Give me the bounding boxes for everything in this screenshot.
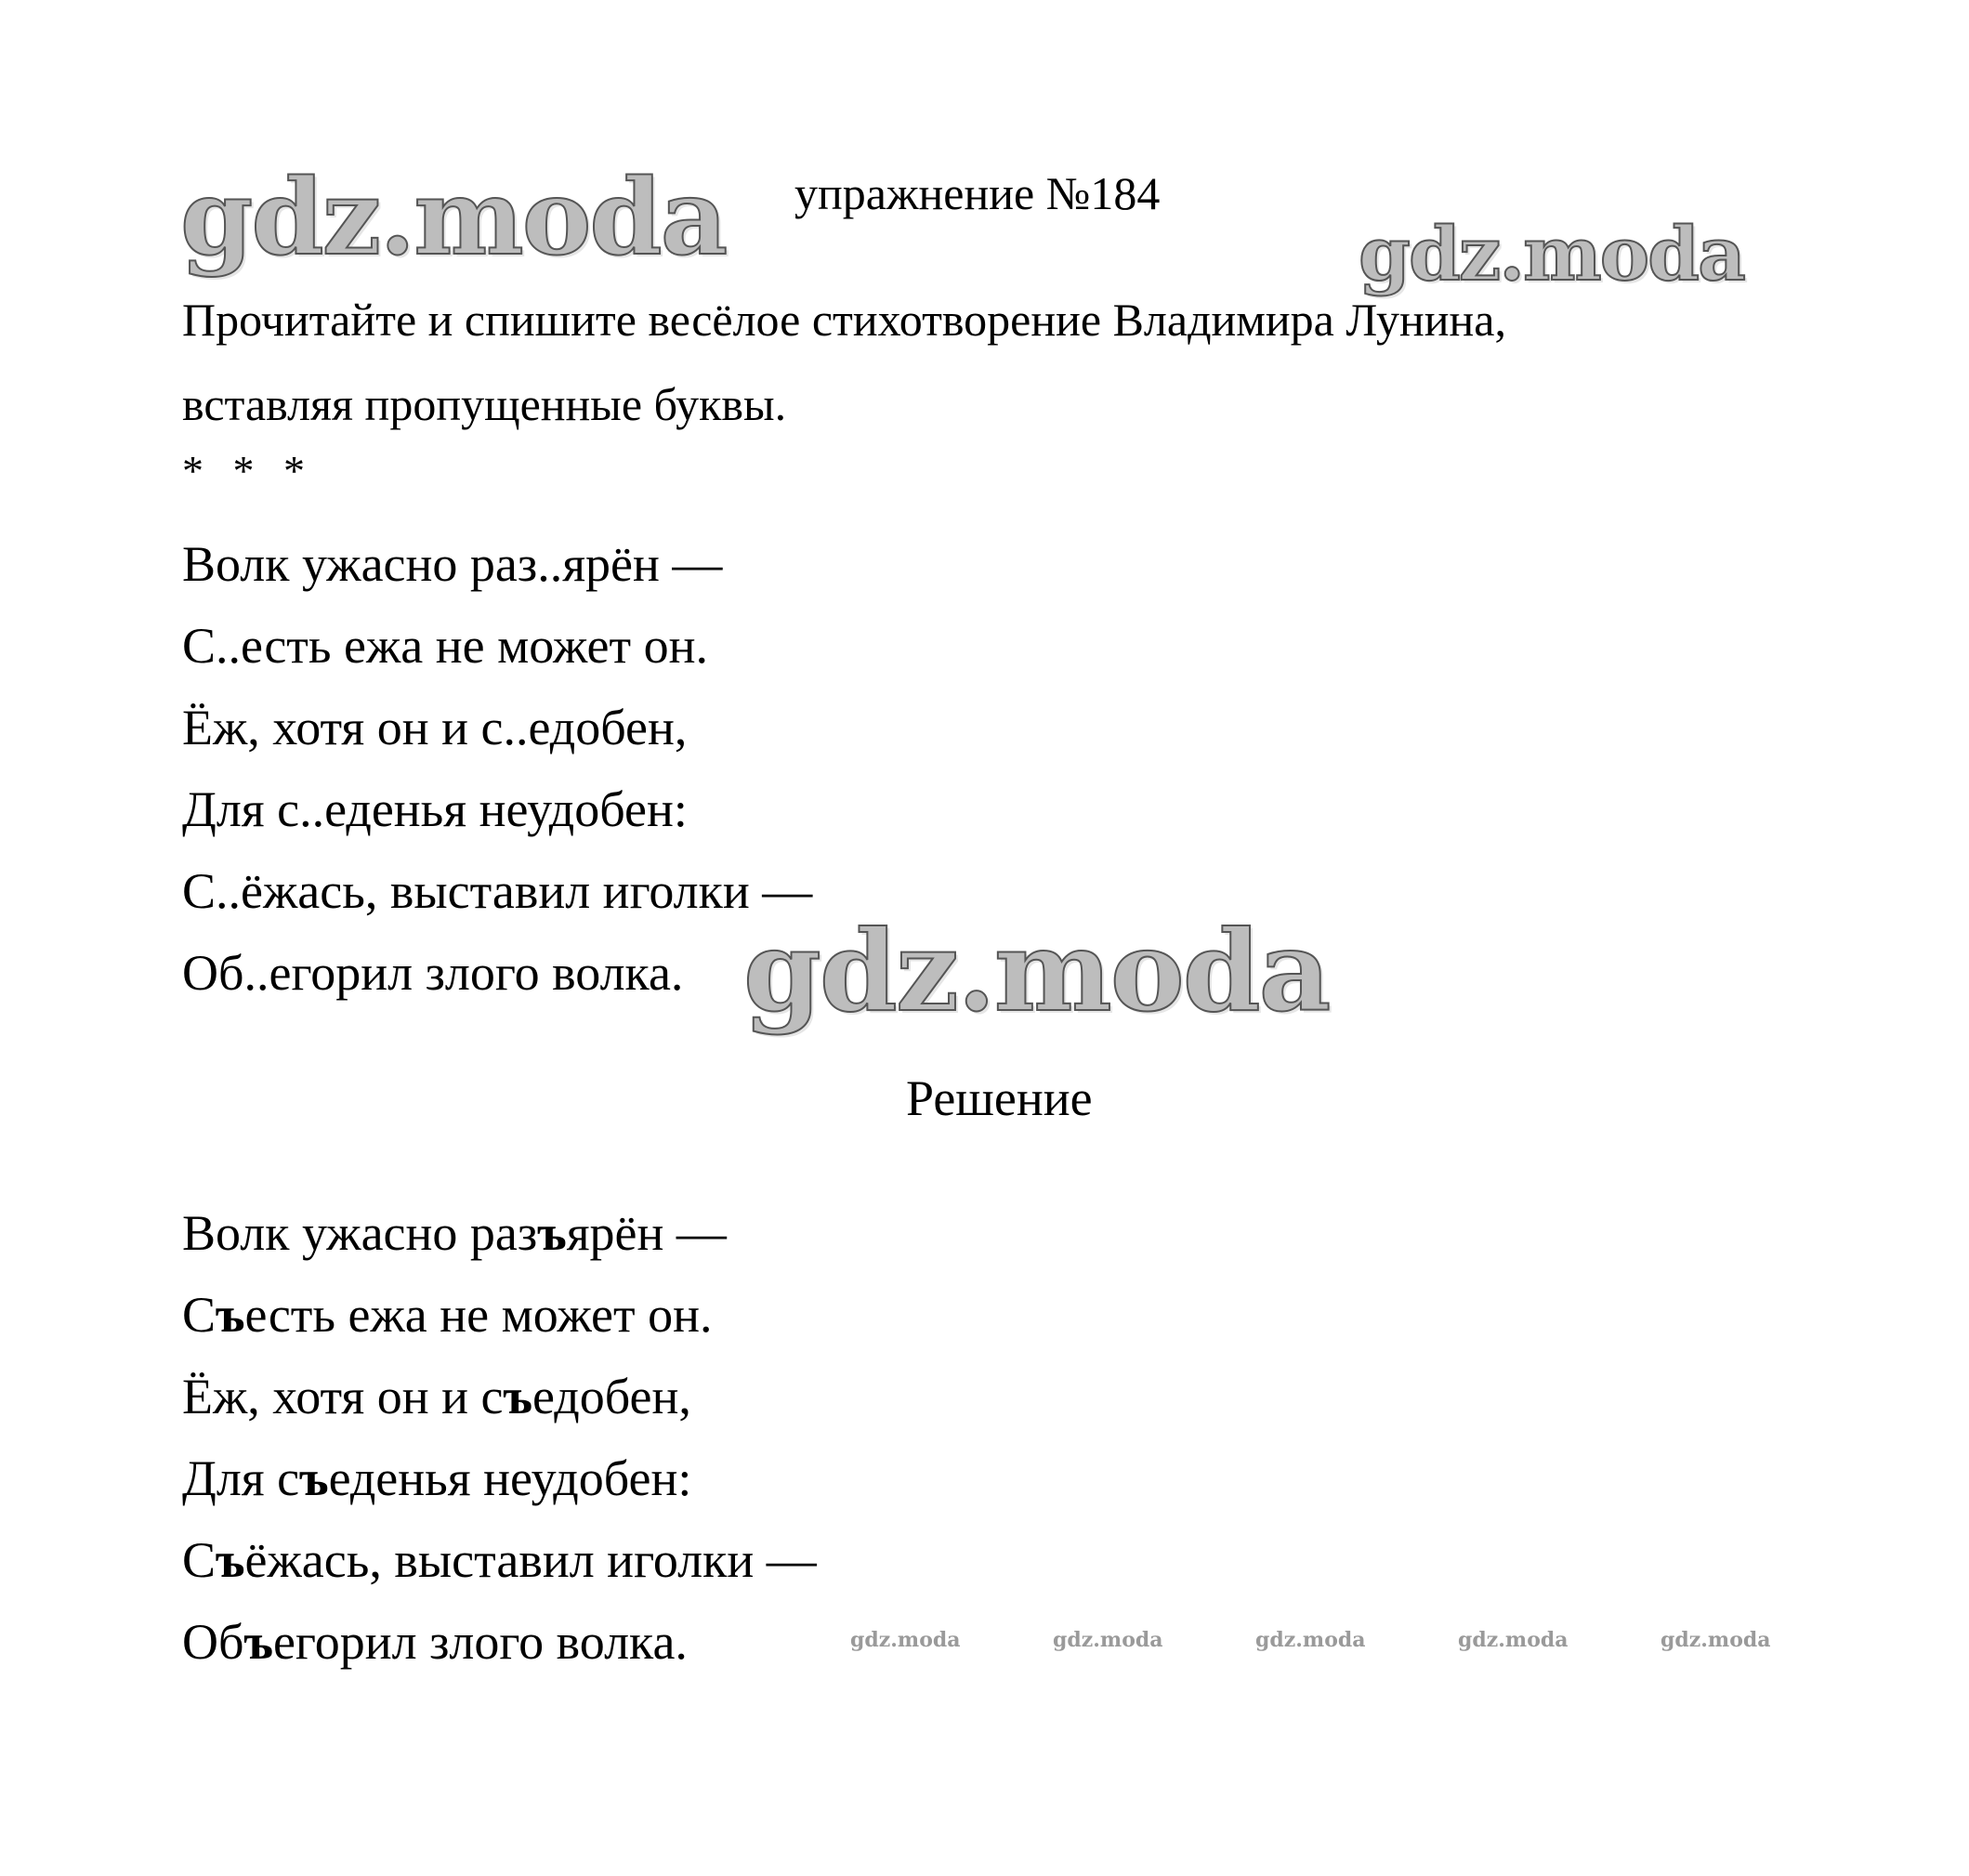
small-watermark-5: gdz.moda [1661, 1628, 1771, 1652]
poem-line-4: Для с..еденья неудобен: [182, 781, 688, 837]
exercise-title: упражнение №184 [794, 167, 1161, 219]
solution-line-1: Волк ужасно разъярён — [182, 1205, 727, 1261]
instruction-line-1: Прочитайте и спишите весёлое стихотворение Владимира Лунина, [182, 294, 1506, 346]
small-watermark-3: gdz.moda [1255, 1628, 1366, 1652]
watermark-top-right: gdz.moda [1359, 210, 1744, 297]
solution-line-4: Для съеденья неудобен: [182, 1450, 692, 1506]
poem-line-1: Волк ужасно раз..ярён — [182, 536, 723, 592]
solution-line-2: Съесть ежа не может он. [182, 1287, 713, 1343]
solution-heading: Решение [906, 1070, 1093, 1126]
small-watermark-1: gdz.moda [850, 1628, 961, 1652]
poem-line-3: Ёж, хотя он и с..едобен, [182, 700, 688, 755]
poem-line-2: С..есть ежа не может он. [182, 618, 709, 674]
instruction-line-2: вставляя пропущенные буквы. [182, 378, 787, 430]
solution-line-5: Съёжась, выставил иголки — [182, 1532, 817, 1588]
solution-line-6: Объегорил злого волка. [182, 1614, 688, 1670]
watermark-middle: gdz.moda [743, 906, 1330, 1037]
poem-line-5: С..ёжась, выставил иголки — [182, 863, 813, 919]
watermark-top-left: gdz.moda [180, 157, 727, 279]
small-watermark-2: gdz.moda [1053, 1628, 1163, 1652]
solution-line-3: Ёж, хотя он и съедобен, [182, 1369, 691, 1424]
poem-separator: * * * [182, 447, 314, 494]
small-watermark-4: gdz.moda [1458, 1628, 1569, 1652]
poem-line-6: Об..егорил злого волка. [182, 945, 684, 1001]
